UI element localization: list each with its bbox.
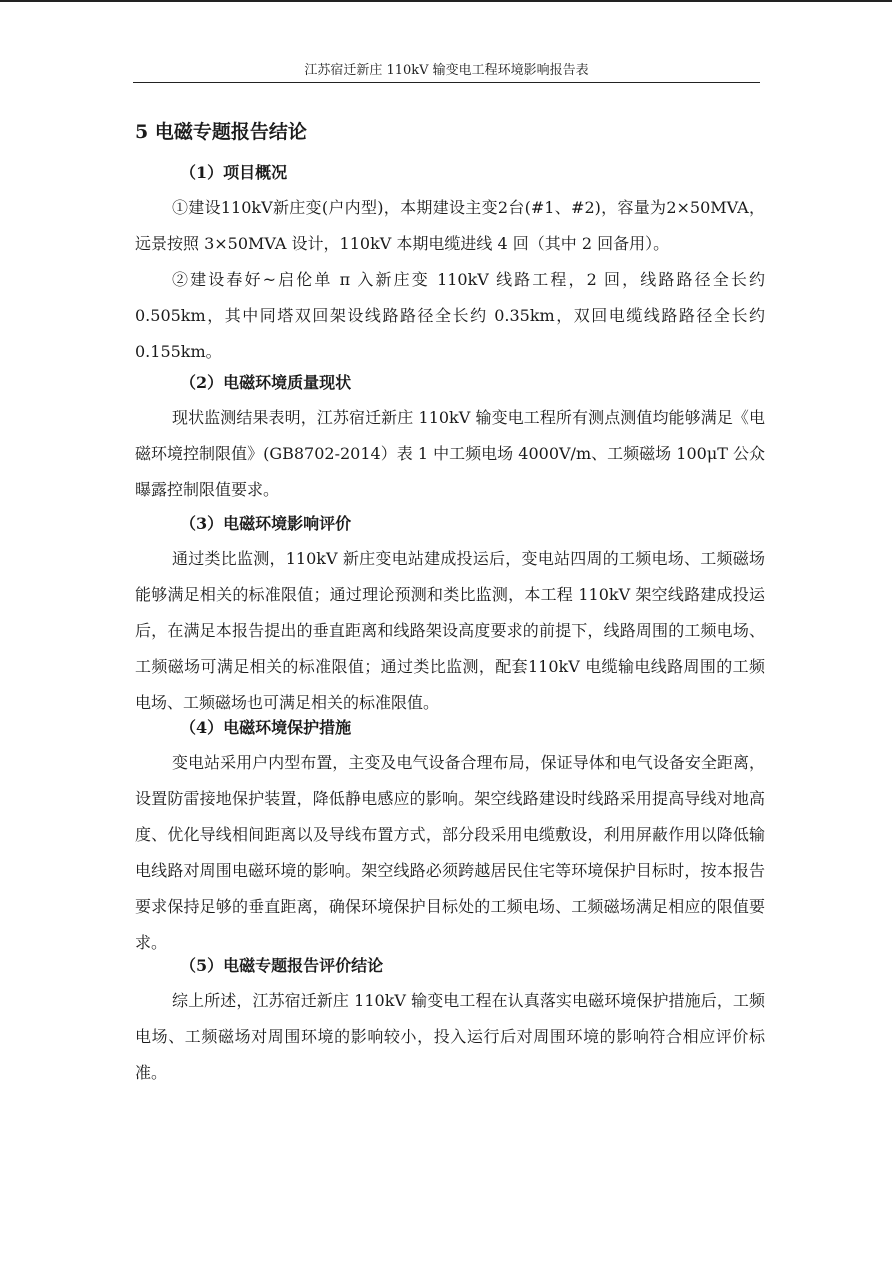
subsection-heading-overview: （1）项目概况: [180, 163, 288, 182]
header-rule: [133, 82, 760, 83]
subsection-heading-impact: （3）电磁环境影响评价: [180, 514, 352, 533]
paragraph-impact: 通过类比监测，110kV 新庄变电站建成投运后，变电站四周的工频电场、工频磁场能够满足相关的标准限值；通过理论预测和类比监测，本工程 110kV 架空线路建成投运后，在满足本报告提出的垂直距离和线路架设高度要求的前提下，线路周围的工频电场、工频磁场可满足相关的标准限值；通过类比监测，配套110kV 电缆输电线路周围的工频电场、工频磁场也可满足相关的标准限值。: [135, 549, 765, 712]
paragraph-conclusion: 综上所述，江苏宿迁新庄 110kV 输变电工程在认真落实电磁环境保护措施后，工频电场、工频磁场对周围环境的影响较小，投入运行后对周围环境的影响符合相应评价标准。: [135, 991, 765, 1082]
subsection-heading-protection: （4）电磁环境保护措施: [180, 718, 352, 737]
running-header: 江苏宿迁新庄 110kV 输变电工程环境影响报告表: [304, 63, 589, 78]
paragraph-protection: 变电站采用户内型布置，主变及电气设备合理布局，保证导体和电气设备安全距离，设置防雷接地保护装置，降低静电感应的影响。架空线路建设时线路采用提高导线对地高度、优化导线相间距离以及导线布置方式，部分段采用电缆敷设，利用屏蔽作用以降低输电线路对周围电磁环境的影响。架空线路必须跨越居民住宅等环境保护目标时，按本报告要求保持足够的垂直距离，确保环境保护目标处的工频电场、工频磁场满足相应的限值要求。: [135, 753, 765, 952]
paragraph-status: 现状监测结果表明，江苏宿迁新庄 110kV 输变电工程所有测点测值均能够满足《电磁环境控制限值》(GB8702-2014）表 1 中工频电场 4000V/m、工频磁场 100μT 公众曝露控制限值要求。: [135, 408, 765, 499]
section-title: 5 电磁专题报告结论: [135, 121, 307, 143]
paragraph-overview-1: ①建设110kV新庄变(户内型)，本期建设主变2台(#1、#2)，容量为2×50MVA，远景按照 3×50MVA 设计，110kV 本期电缆进线 4 回（其中 2 回备用）。: [135, 198, 765, 253]
subsection-heading-status: （2）电磁环境质量现状: [180, 373, 352, 392]
subsection-heading-conclusion: （5）电磁专题报告评价结论: [180, 956, 384, 975]
paragraph-overview-2: ②建设春好~启伦单 π 入新庄变 110kV 线路工程，2 回，线路路径全长约 0.505km，其中同塔双回架设线路路径全长约 0.35km，双回电缆线路路径全长约 0.155km。: [135, 270, 765, 361]
